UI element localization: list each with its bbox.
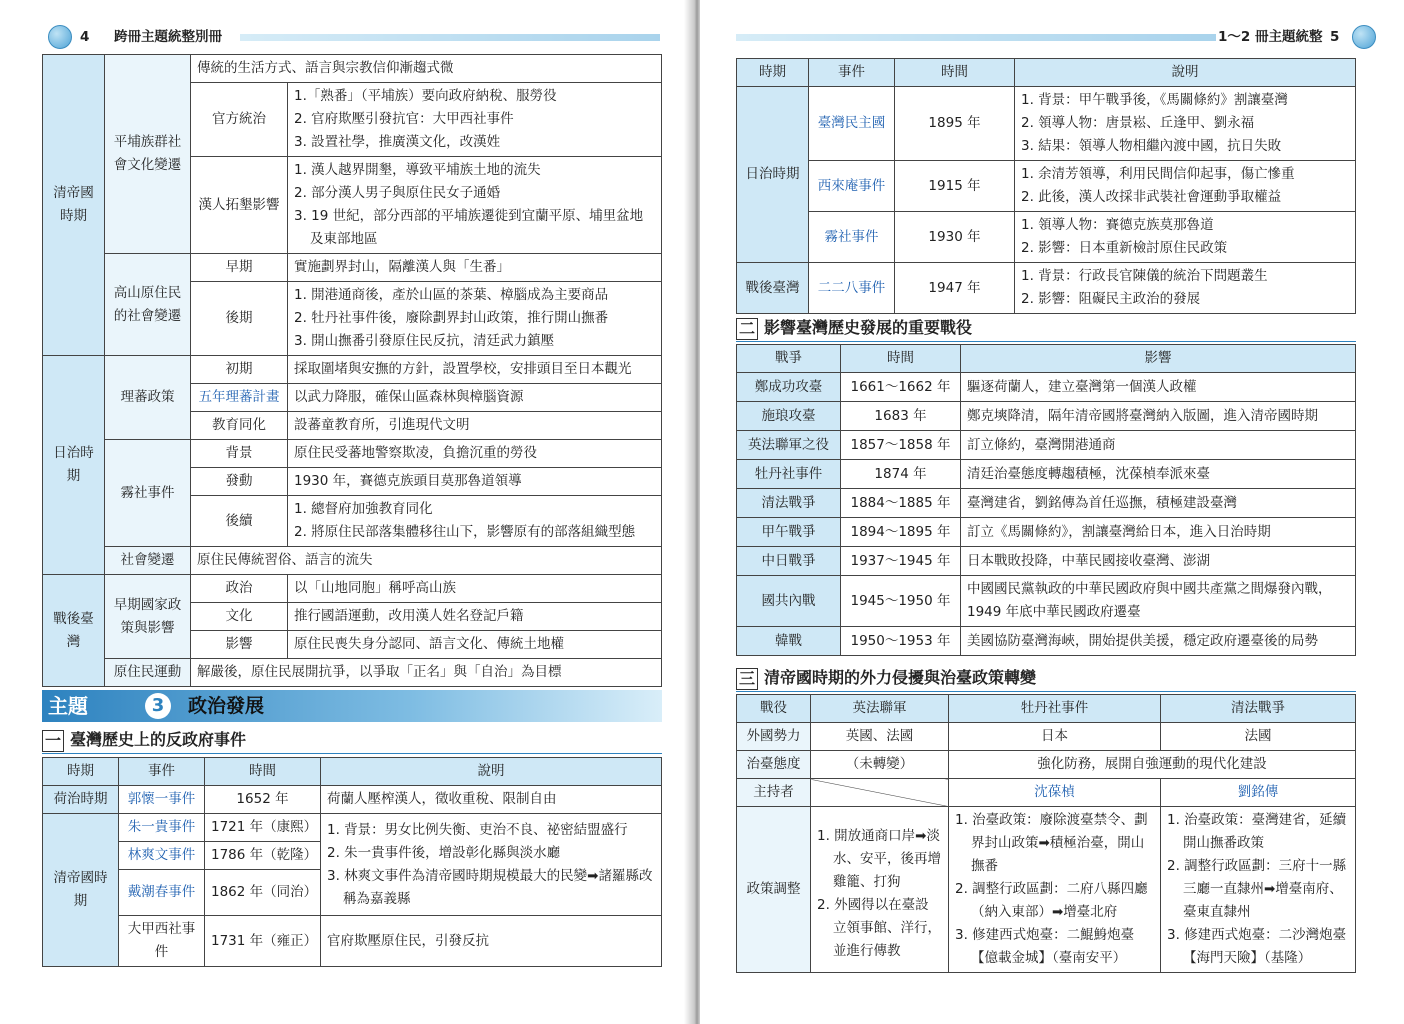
era-japan: 日治時期	[43, 356, 105, 575]
era-qing: 清帝國時期	[43, 814, 119, 967]
row-header: 外國勢力	[737, 723, 811, 751]
han-label: 漢人拓墾影響	[191, 157, 288, 254]
right-page-number: 5	[1330, 29, 1340, 45]
left-page	[0, 0, 690, 1024]
initial-text: 採取圍堵與安撫的方針，設置學校，安排頭目至日本觀光	[288, 356, 662, 384]
bg-text: 原住民受蕃地警察欺凌，負擔沉重的勞役	[288, 440, 662, 468]
highland-label: 高山原住民的社會變遷	[105, 254, 191, 356]
event-desc: 官府欺壓原住民，引發反抗	[321, 916, 662, 967]
movement-text: 解嚴後，原住民展開抗爭，以爭取「正名」與「自治」為目標	[191, 659, 662, 687]
event-desc-item: 2. 影響：阻礙民主政治的發展	[1021, 291, 1201, 307]
event-desc-item: 3. 結果：領導人物相繼內渡中國，抗日失敗	[1021, 138, 1282, 154]
section-heading	[736, 666, 1036, 690]
event-time: 1930 年	[895, 212, 1015, 263]
policy-item: 2. 調整行政區劃：二府八縣四廳（納入東部）➡增臺北府	[955, 881, 1148, 920]
section-number: 三	[736, 668, 758, 690]
attitude-value: 強化防務，展開自強運動的現代化建設	[949, 751, 1356, 779]
battle-name: 牡丹社事件	[949, 695, 1161, 723]
policy-item: 3. 修建西式炮臺：二沙灣炮臺【海門天險】（基隆）	[1167, 927, 1347, 966]
era-dutch: 荷治時期	[43, 786, 119, 814]
battle-name: 施琅攻臺	[737, 402, 841, 431]
late-item: 1. 開港通商後，產於山區的茶葉、樟腦成為主要商品	[294, 287, 609, 303]
battle-time: 1884～1885 年	[841, 489, 961, 518]
policy-item: 1. 治臺政策：臺灣建省，延續開山撫番政策	[1167, 812, 1347, 851]
bg-label: 背景	[191, 440, 288, 468]
battle-name: 鄭成功攻臺	[737, 373, 841, 402]
event-desc-item: 2. 領導人物：唐景崧、丘逢甲、劉永福	[1021, 115, 1255, 131]
policy-label: 理蕃政策	[105, 356, 191, 440]
section-title: 臺灣歷史上的反政府事件	[70, 730, 247, 749]
col-header: 時期	[737, 59, 809, 87]
era-japan: 日治時期	[737, 87, 809, 263]
official-item: 1.「熟番」（平埔族）要向政府納稅、服勞役	[294, 88, 557, 104]
social-text: 原住民傳統習俗、語言的流失	[191, 547, 662, 575]
han-item: 3. 19 世紀，部分西部的平埔族遷徙到宜蘭平原、埔里盆地及東部地區	[294, 208, 644, 247]
right-header-title: 1～2 冊主題統整	[1218, 29, 1323, 45]
col-header: 時間	[205, 758, 321, 786]
section-title: 清帝國時期的外力侵擾與治臺政策轉變	[764, 668, 1037, 687]
after-item: 2. 將原住民部落集體移往山下，影響原有的部落組織型態	[294, 524, 636, 540]
policy-item: 1. 開放通商口岸➡淡水、安平，後再增雞籠、打狗	[817, 828, 941, 890]
col-header: 說明	[1015, 59, 1356, 87]
event-desc-item: 3. 林爽文事件為清帝國時期規模最大的民變➡諸羅縣改稱為嘉義縣	[327, 867, 653, 907]
indigenous-table	[42, 54, 662, 687]
edu-text: 設蕃童教育所，引進現代文明	[288, 412, 662, 440]
event-desc-item: 1. 領導人物：賽德克族莫那魯道	[1021, 217, 1214, 233]
policy-item: 2. 外國得以在臺設立領事館、洋行，並進行傳教	[817, 897, 941, 959]
foreign-power: 法國	[1161, 723, 1356, 751]
battle-table	[736, 344, 1356, 656]
col-header: 事件	[119, 758, 205, 786]
battle-impact: 臺灣建省，劉銘傳為首任巡撫，積極建設臺灣	[961, 489, 1356, 518]
header-bar	[736, 34, 1216, 41]
battle-time: 1683 年	[841, 402, 961, 431]
event-desc: 荷蘭人壓榨漢人，徵收重稅、限制自由	[321, 786, 662, 814]
left-page-number: 4	[80, 29, 90, 45]
battle-name: 英法聯軍之役	[737, 431, 841, 460]
event-time: 1786 年（乾隆）	[205, 842, 321, 870]
era-postwar: 戰後臺灣	[737, 263, 809, 314]
section-heading	[42, 728, 246, 752]
event-name: 霧社事件	[809, 212, 895, 263]
early-text: 實施劃界封山，隔離漢人與「生番」	[288, 254, 662, 282]
battle-impact: 訂立條約，臺灣開港通商	[961, 431, 1356, 460]
revolt-table-left	[42, 757, 662, 967]
col-header: 影響	[961, 345, 1356, 373]
culture-text: 推行國語運動，改用漢人姓名登記戶籍	[288, 603, 662, 631]
divider	[736, 691, 1356, 692]
battle-impact: 清廷治臺態度轉趨積極，沈葆楨奉派來臺	[961, 460, 1356, 489]
initial-label: 初期	[191, 356, 288, 384]
divider	[736, 341, 1356, 342]
politics-text: 以「山地同胞」稱呼高山族	[288, 575, 662, 603]
battle-time: 1937～1945 年	[841, 547, 961, 576]
battle-time: 1894～1895 年	[841, 518, 961, 547]
battle-name: 國共內戰	[737, 576, 841, 627]
battle-name: 中日戰爭	[737, 547, 841, 576]
attitude-value: （未轉變）	[811, 751, 949, 779]
launch-label: 發動	[191, 468, 288, 496]
event-time: 1895 年	[895, 87, 1015, 161]
col-header: 時間	[895, 59, 1015, 87]
battle-name: 清法戰爭	[737, 489, 841, 518]
after-label: 後續	[191, 496, 288, 547]
wushe-label: 霧社事件	[105, 440, 191, 547]
impact-label: 影響	[191, 631, 288, 659]
battle-time: 1874 年	[841, 460, 961, 489]
event-name: 臺灣民主國	[809, 87, 895, 161]
topic-number: 3	[145, 693, 171, 719]
battle-time: 1950～1953 年	[841, 627, 961, 656]
launch-text: 1930 年，賽德克族頭目莫那魯道領導	[288, 468, 662, 496]
battle-name: 甲午戰爭	[737, 518, 841, 547]
social-label: 社會變遷	[105, 547, 191, 575]
event-desc-item: 1. 背景：男女比例失衡、吏治不良、祕密結盟盛行	[327, 821, 628, 838]
official-label: 官方統治	[191, 83, 288, 157]
col-header: 時期	[43, 758, 119, 786]
battle-name: 牡丹社事件	[737, 460, 841, 489]
ball-icon	[1352, 25, 1376, 49]
col-header: 說明	[321, 758, 662, 786]
event-name: 朱一貴事件	[119, 814, 205, 842]
pingpu-decline: 傳統的生活方式、語言與宗教信仰漸趨式微	[191, 55, 662, 83]
han-item: 1. 漢人越界開墾，導致平埔族土地的流失	[294, 162, 541, 178]
event-desc-item: 1. 余清芳領導，利用民間信仰起事，傷亡慘重	[1021, 166, 1295, 182]
late-item: 3. 開山撫番引發原住民反抗，清廷武力鎮壓	[294, 333, 555, 349]
event-time: 1731 年（雍正）	[205, 916, 321, 967]
topic-banner	[42, 690, 662, 722]
divider	[42, 753, 662, 754]
event-name: 林爽文事件	[119, 842, 205, 870]
row-header: 治臺態度	[737, 751, 811, 779]
battle-time: 1857～1858 年	[841, 431, 961, 460]
battle-name: 英法聯軍	[811, 695, 949, 723]
battle-impact: 中國國民黨執政的中華民國政府與中國共產黨之間爆發內戰，1949 年底中華民國政府遷臺	[961, 576, 1356, 627]
section-heading	[736, 316, 972, 340]
movement-label: 原住民運動	[105, 659, 191, 687]
section-title: 影響臺灣歷史發展的重要戰役	[764, 318, 973, 337]
row-header: 主持者	[737, 779, 811, 807]
foreign-power: 英國、法國	[811, 723, 949, 751]
era-postwar: 戰後臺灣	[43, 575, 105, 687]
col-header: 戰爭	[737, 345, 841, 373]
early-policy-label: 早期國家政策與影響	[105, 575, 191, 659]
politics-label: 政治	[191, 575, 288, 603]
battle-time: 1945～1950 年	[841, 576, 961, 627]
topic-title: 政治發展	[188, 695, 265, 717]
ball-icon	[48, 25, 72, 49]
event-time: 1652 年	[205, 786, 321, 814]
battle-impact: 驅逐荷蘭人，建立臺灣第一個漢人政權	[961, 373, 1356, 402]
battle-name: 韓戰	[737, 627, 841, 656]
impact-text: 原住民喪失身分認同、語言文化、傳統土地權	[288, 631, 662, 659]
event-time: 1915 年	[895, 161, 1015, 212]
right-page	[700, 0, 1404, 1024]
col-header: 事件	[809, 59, 895, 87]
event-time: 1947 年	[895, 263, 1015, 314]
header-bar	[240, 34, 660, 41]
event-name: 西來庵事件	[809, 161, 895, 212]
event-name: 二二八事件	[809, 263, 895, 314]
official-item: 2. 官府欺壓引發抗官：大甲西社事件	[294, 111, 514, 127]
foreign-power: 日本	[949, 723, 1161, 751]
row-header: 戰役	[737, 695, 811, 723]
row-header: 政策調整	[737, 807, 811, 973]
battle-impact: 美國協防臺灣海峽，開始提供美援，穩定政府遷臺後的局勢	[961, 627, 1356, 656]
event-name: 戴潮春事件	[119, 870, 205, 916]
host-name: 劉銘傳	[1161, 779, 1356, 807]
official-item: 3. 設置社學，推廣漢文化，改漢姓	[294, 134, 501, 150]
event-desc-item: 2. 朱一貴事件後，增設彰化縣與淡水廳	[327, 844, 561, 861]
battle-impact: 日本戰敗投降，中華民國接收臺灣、澎湖	[961, 547, 1356, 576]
policy-item: 2. 調整行政區劃：三府十一縣三廳一直隸州➡增臺南府、臺東直隸州	[1167, 858, 1347, 920]
event-name: 大甲西社事件	[119, 916, 205, 967]
battle-time: 1661～1662 年	[841, 373, 961, 402]
event-time: 1862 年（同治）	[205, 870, 321, 916]
culture-label: 文化	[191, 603, 288, 631]
policy-item: 3. 修建西式炮臺：二鯤鯓炮臺【億載金城】（臺南安平）	[955, 927, 1135, 966]
policy-table	[736, 694, 1356, 973]
battle-impact: 訂立《馬關條約》，割讓臺灣給日本，進入日治時期	[961, 518, 1356, 547]
policy-item: 1. 治臺政策：廢除渡臺禁令、劃界封山政策➡積極治臺，開山撫番	[955, 812, 1148, 874]
fiveyear-text: 以武力降服，確保山區森林與樟腦資源	[288, 384, 662, 412]
early-label: 早期	[191, 254, 288, 282]
han-item: 2. 部分漢人男子與原住民女子通婚	[294, 185, 501, 201]
battle-impact: 鄭克塽降清，隔年清帝國將臺灣納入版圖，進入清帝國時期	[961, 402, 1356, 431]
edu-label: 教育同化	[191, 412, 288, 440]
left-header-title: 跨冊主題統整別冊	[114, 29, 222, 45]
host-name: 沈葆楨	[949, 779, 1161, 807]
event-name: 郭懷一事件	[119, 786, 205, 814]
revolt-table-right	[736, 58, 1356, 314]
late-label: 後期	[191, 282, 288, 356]
section-number: 二	[736, 318, 758, 340]
battle-name: 清法戰爭	[1161, 695, 1356, 723]
event-desc-item: 1. 背景：甲午戰爭後，《馬關條約》割讓臺灣	[1021, 92, 1288, 108]
event-desc-item: 1. 背景：行政長官陳儀的統治下問題叢生	[1021, 268, 1268, 284]
era-qing: 清帝國時期	[43, 55, 105, 356]
topic-tag: 主題	[48, 694, 88, 718]
event-desc-item: 2. 影響：日本重新檢討原住民政策	[1021, 240, 1228, 256]
col-header: 時間	[841, 345, 961, 373]
section-number: 一	[42, 730, 64, 752]
diagonal-cell	[811, 779, 949, 807]
late-item: 2. 牡丹社事件後，廢除劃界封山政策，推行開山撫番	[294, 310, 609, 326]
fiveyear-label: 五年理蕃計畫	[191, 384, 288, 412]
event-time: 1721 年（康熙）	[205, 814, 321, 842]
after-item: 1. 總督府加強教育同化	[294, 501, 433, 517]
event-desc-item: 2. 此後，漢人改採非武裝社會運動爭取權益	[1021, 189, 1282, 205]
pingpu-label: 平埔族群社會文化變遷	[105, 55, 191, 254]
